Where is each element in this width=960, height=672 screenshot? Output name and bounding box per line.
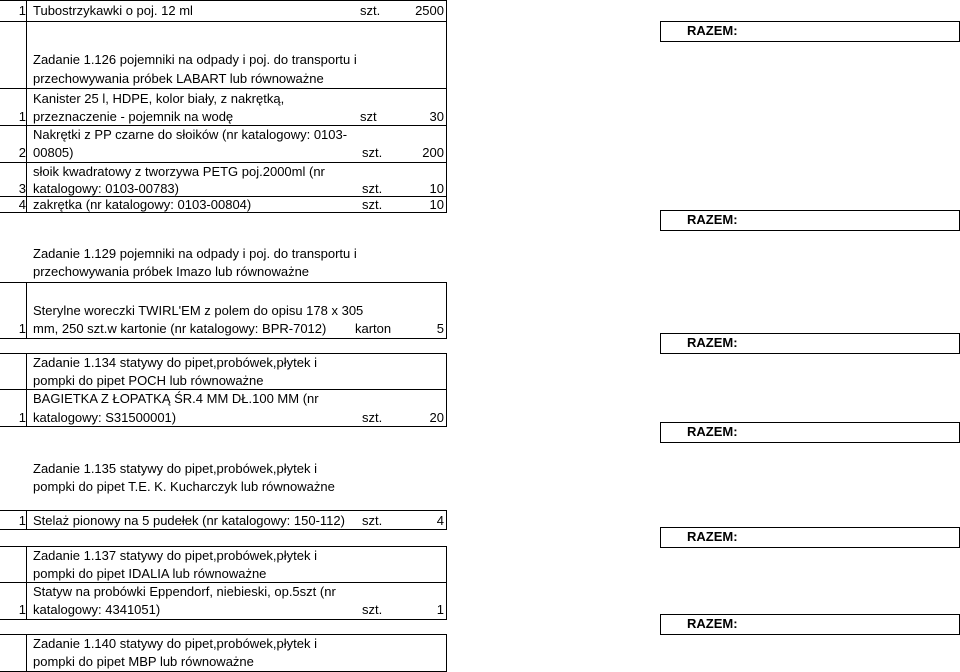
section-title: przechowywania próbek Imazo lub równoważne bbox=[33, 264, 310, 279]
table-rule bbox=[0, 546, 447, 547]
item-unit: szt. bbox=[362, 181, 383, 196]
item-unit: szt. bbox=[362, 197, 383, 212]
razem-label: RAZEM: bbox=[687, 23, 738, 38]
table-rule bbox=[0, 353, 447, 354]
section-title: Zadanie 1.126 pojemniki na odpady i poj. do transportu i bbox=[33, 52, 357, 67]
column-rule bbox=[446, 546, 447, 619]
table-rule bbox=[0, 162, 447, 163]
column-rule bbox=[26, 0, 27, 212]
column-rule bbox=[26, 634, 27, 672]
table-rule bbox=[0, 582, 447, 583]
item-unit: karton bbox=[355, 321, 392, 336]
item-qty: 30 bbox=[429, 109, 444, 124]
table-rule bbox=[0, 0, 447, 1]
item-qty: 2500 bbox=[415, 3, 444, 18]
item-unit: szt. bbox=[360, 3, 381, 18]
item-unit: szt. bbox=[362, 410, 383, 425]
column-rule bbox=[26, 510, 27, 529]
section-title: Zadanie 1.135 statywy do pipet,probówek,płytek i bbox=[33, 461, 318, 476]
section-title: Zadanie 1.134 statywy do pipet,probówek,płytek i bbox=[33, 355, 318, 370]
section-title: Zadanie 1.129 pojemniki na odpady i poj. do transportu i bbox=[33, 246, 357, 261]
item-name: słoik kwadratowy z tworzywa PETG poj.2000ml (nr bbox=[33, 164, 325, 179]
razem-label: RAZEM: bbox=[687, 424, 738, 439]
razem-label: RAZEM: bbox=[687, 616, 738, 631]
column-rule bbox=[446, 634, 447, 672]
section-title: pompki do pipet IDALIA lub równoważne bbox=[33, 566, 267, 581]
item-name: Tubostrzykawki o poj. 12 ml bbox=[33, 3, 193, 18]
item-qty: 4 bbox=[436, 513, 444, 528]
item-number: 4 bbox=[18, 197, 26, 212]
column-rule bbox=[446, 353, 447, 426]
item-unit: szt. bbox=[362, 145, 383, 160]
table-rule bbox=[0, 125, 447, 126]
item-unit: szt. bbox=[362, 602, 383, 617]
item-name: Stelaż pionowy na 5 pudełek (nr katalogowy: 150-112) bbox=[33, 513, 345, 528]
item-name: przeznaczenie - pojemnik na wodę bbox=[33, 109, 234, 124]
section-title: Zadanie 1.137 statywy do pipet,probówek,płytek i bbox=[33, 548, 318, 563]
table-rule bbox=[0, 88, 447, 89]
item-name: Sterylne woreczki TWIRL'EM z polem do opisu 178 x 305 bbox=[33, 303, 364, 318]
item-qty: 200 bbox=[422, 145, 444, 160]
item-number: 1 bbox=[18, 513, 26, 528]
column-rule bbox=[446, 0, 447, 212]
section-title: pompki do pipet POCH lub równoważne bbox=[33, 373, 264, 388]
table-rule bbox=[0, 21, 447, 22]
table-rule bbox=[0, 282, 447, 283]
item-qty: 5 bbox=[436, 321, 444, 336]
table-rule bbox=[0, 338, 447, 339]
item-number: 1 bbox=[18, 109, 26, 124]
item-qty: 10 bbox=[429, 197, 444, 212]
razem-label: RAZEM: bbox=[687, 529, 738, 544]
column-rule bbox=[26, 546, 27, 619]
section-title: przechowywania próbek LABART lub równoważne bbox=[33, 71, 324, 86]
column-rule bbox=[446, 510, 447, 529]
item-number: 1 bbox=[18, 321, 26, 336]
item-name: Kanister 25 l, HDPE, kolor biały, z nakrętką, bbox=[33, 91, 285, 106]
table-rule bbox=[0, 619, 447, 620]
item-name: Statyw na probówki Eppendorf, niebieski, op.5szt (nr bbox=[33, 584, 336, 599]
table-rule bbox=[0, 389, 447, 390]
column-rule bbox=[26, 282, 27, 338]
column-rule bbox=[26, 353, 27, 426]
section-title: Zadanie 1.140 statywy do pipet,probówek,płytek i bbox=[33, 636, 318, 651]
razem-label: RAZEM: bbox=[687, 335, 738, 350]
item-qty: 1 bbox=[436, 602, 444, 617]
item-name: 00805) bbox=[33, 145, 74, 160]
item-number: 2 bbox=[18, 145, 26, 160]
item-name: katalogowy: 0103-00783) bbox=[33, 181, 179, 196]
table-rule bbox=[0, 510, 447, 511]
item-number: 1 bbox=[18, 410, 26, 425]
item-name: katalogowy: 4341051) bbox=[33, 602, 161, 617]
item-unit: szt. bbox=[362, 513, 383, 528]
item-number: 3 bbox=[18, 181, 26, 196]
section-title: pompki do pipet T.E. K. Kucharczyk lub równoważne bbox=[33, 479, 335, 494]
section-title: pompki do pipet MBP lub równoważne bbox=[33, 654, 254, 669]
item-name: katalogowy: S31500001) bbox=[33, 410, 177, 425]
item-number: 1 bbox=[18, 3, 26, 18]
item-name: Nakrętki z PP czarne do słoików (nr katalogowy: 0103- bbox=[33, 127, 348, 142]
item-qty: 10 bbox=[429, 181, 444, 196]
item-unit: szt bbox=[360, 109, 377, 124]
item-number: 1 bbox=[18, 602, 26, 617]
item-qty: 20 bbox=[429, 410, 444, 425]
column-rule bbox=[446, 282, 447, 338]
item-name: mm, 250 szt.w kartonie (nr katalogowy: BPR-7012) bbox=[33, 321, 327, 336]
table-rule bbox=[0, 426, 447, 427]
table-rule bbox=[0, 529, 447, 530]
item-name: zakrętka (nr katalogowy: 0103-00804) bbox=[33, 197, 252, 212]
table-rule bbox=[0, 212, 447, 213]
razem-label: RAZEM: bbox=[687, 212, 738, 227]
item-name: BAGIETKA Z ŁOPATKĄ ŚR.4 MM DŁ.100 MM (nr bbox=[33, 391, 319, 406]
table-rule bbox=[0, 634, 447, 635]
